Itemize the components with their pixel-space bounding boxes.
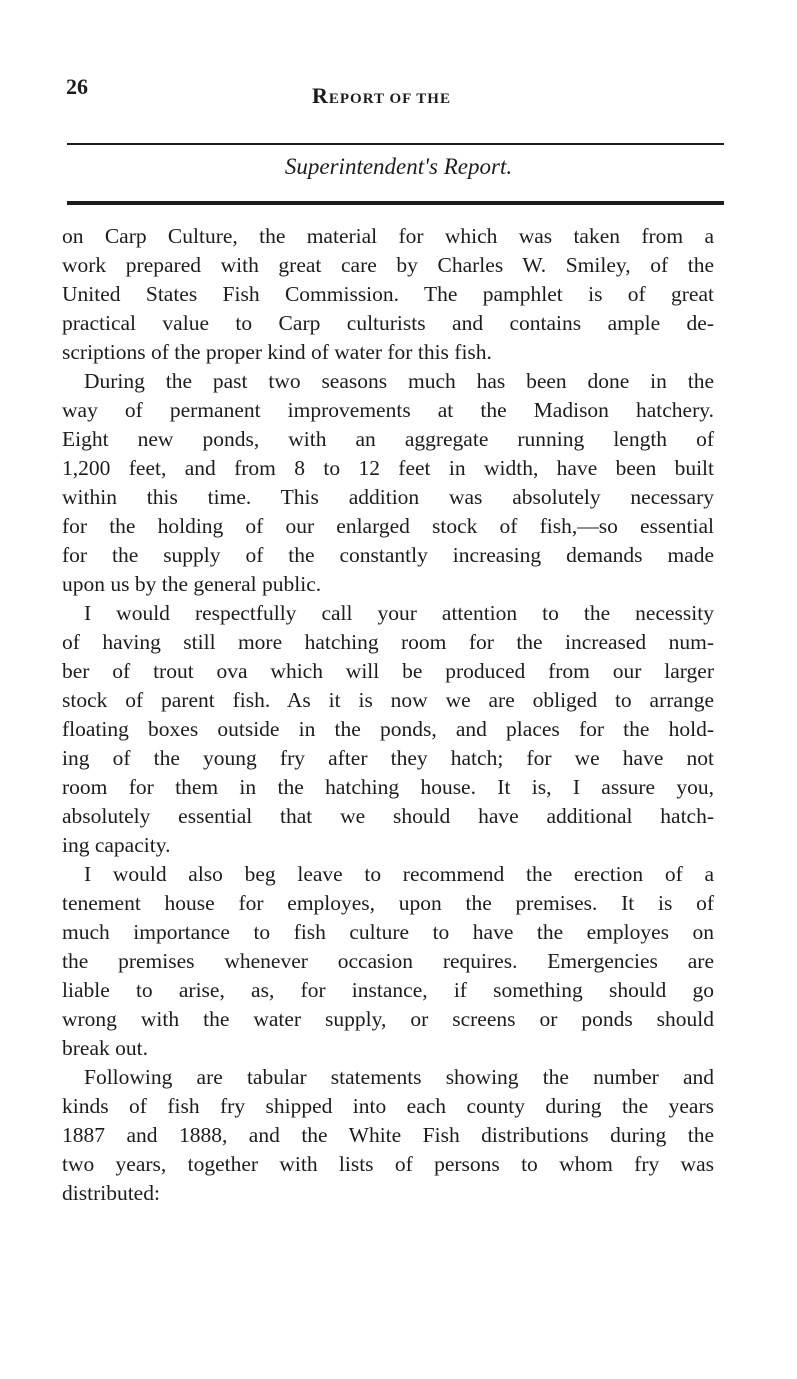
paragraph	[62, 599, 714, 860]
text-line: upon us by the general public.	[62, 572, 322, 596]
text-line: of having still more hatching room for the increased num-	[62, 630, 714, 654]
text-line: Eight new ponds, with an aggregate running length of	[62, 427, 714, 451]
text-line: ing of the young fry after they hatch; for we have not	[62, 746, 714, 770]
text-line: liable to arise, as, for instance, if something should go	[62, 978, 714, 1002]
text-line: distributed:	[62, 1181, 160, 1205]
header-rule-bottom	[67, 201, 724, 205]
text-line: within this time. This addition was absolutely necessary	[62, 485, 714, 509]
text-line: wrong with the water supply, or screens or ponds should	[62, 1007, 714, 1031]
body-text	[62, 222, 714, 1208]
text-line: break out.	[62, 1036, 148, 1060]
text-line: I would respectfully call your attention to the necessity	[84, 601, 714, 625]
text-line: ing capacity.	[62, 833, 171, 857]
running-head	[312, 83, 451, 109]
text-line: on Carp Culture, the material for which was taken from a	[62, 224, 714, 248]
page-number: 26	[66, 74, 88, 99]
section-title: Superintendent's Report.	[284, 154, 513, 179]
running-head-rest: EPORT OF THE	[328, 91, 451, 107]
text-line: way of permanent improvements at the Madison hatchery.	[62, 398, 714, 422]
text-line: absolutely essential that we should have additional hatch-	[62, 804, 714, 828]
paragraph	[62, 367, 714, 599]
text-line: I would also beg leave to recommend the erection of a	[84, 862, 714, 886]
text-line: ber of trout ova which will be produced from our larger	[62, 659, 714, 683]
paragraph	[62, 1063, 714, 1208]
text-line: kinds of fish fry shipped into each county during the years	[62, 1094, 714, 1118]
text-line: 1887 and 1888, and the White Fish distributions during the	[62, 1123, 714, 1147]
text-line: During the past two seasons much has been done in the	[84, 369, 714, 393]
text-line: room for them in the hatching house. It is, I assure you,	[62, 775, 714, 799]
text-line: much importance to fish culture to have the employes on	[62, 920, 714, 944]
text-line: tenement house for employes, upon the premises. It is of	[62, 891, 714, 915]
text-line: work prepared with great care by Charles W. Smiley, of the	[62, 253, 714, 277]
text-line: floating boxes outside in the ponds, and places for the hold-	[62, 717, 714, 741]
text-line: Following are tabular statements showing the number and	[84, 1065, 714, 1089]
text-line: the premises whenever occasion requires. Emergencies are	[62, 949, 714, 973]
paragraph	[62, 860, 714, 1063]
text-line: scriptions of the proper kind of water for this fish.	[62, 340, 492, 364]
text-line: for the supply of the constantly increasing demands made	[62, 543, 714, 567]
text-line: United States Fish Commission. The pamphlet is of great	[62, 282, 714, 306]
running-head-initial: R	[312, 83, 329, 108]
text-line: stock of parent fish. As it is now we are obliged to arrange	[62, 688, 714, 712]
text-line: for the holding of our enlarged stock of fish,—so essential	[62, 514, 714, 538]
paragraph	[62, 222, 714, 367]
text-line: 1,200 feet, and from 8 to 12 feet in width, have been built	[62, 456, 714, 480]
text-line: practical value to Carp culturists and contains ample de-	[62, 311, 714, 335]
header-rule-top	[67, 143, 724, 145]
text-line: two years, together with lists of persons to whom fry was	[62, 1152, 714, 1176]
